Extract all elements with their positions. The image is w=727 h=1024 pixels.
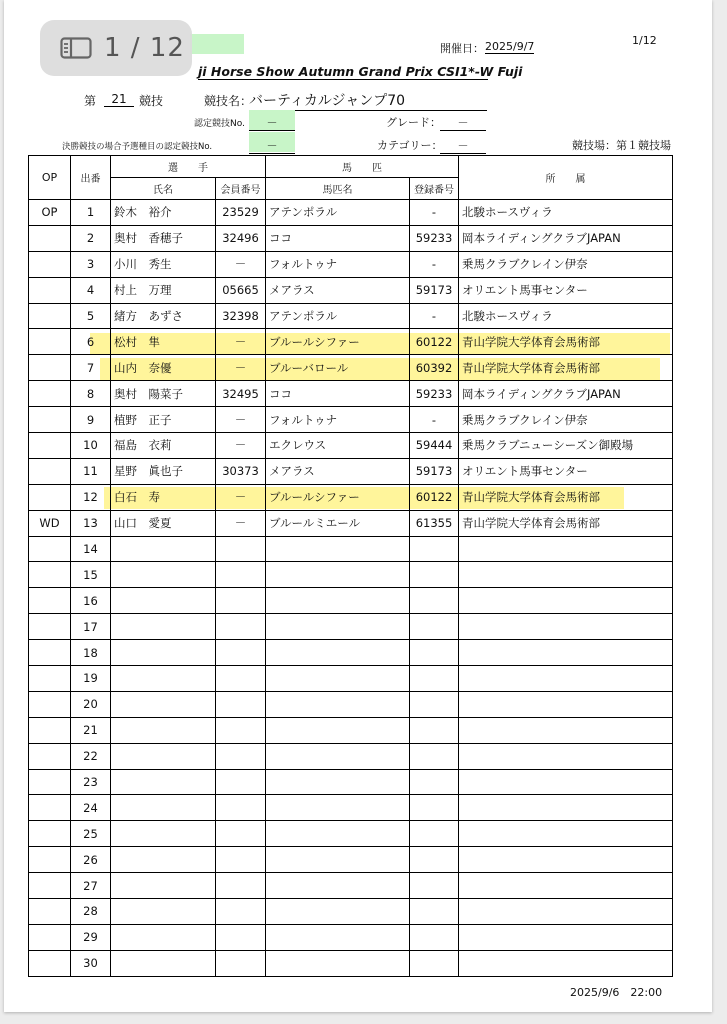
cell-order: 9 [71,407,111,433]
cell-op [29,251,71,277]
table-row [29,484,673,510]
cell-member-no: 05665 [216,277,266,303]
cell-affiliation [459,691,673,717]
col-horse-header: 馬匹名 [266,178,410,200]
col-affiliation-header: 所 属 [459,156,673,200]
cell-reg-no: 60122 [410,484,459,510]
cell-order: 27 [71,873,111,899]
cell-member-no: － [216,510,266,536]
cell-order: 4 [71,277,111,303]
cell-rider-name: 鈴木 裕介 [111,200,216,226]
cell-reg-no: 59444 [410,433,459,459]
cell-reg-no [410,666,459,692]
cell-reg-no [410,717,459,743]
cell-order: 14 [71,536,111,562]
cell-op [29,950,71,976]
cell-order: 13 [71,510,111,536]
cell-member-no [216,562,266,588]
cell-order: 26 [71,847,111,873]
cell-rider-name [111,588,216,614]
cell-reg-no [410,614,459,640]
cell-horse-name [266,899,410,925]
cell-reg-no [410,588,459,614]
cell-op: WD [29,510,71,536]
cell-horse-name [266,743,410,769]
cell-op [29,640,71,666]
cell-reg-no [410,795,459,821]
sidebar-toggle-icon[interactable] [60,37,92,59]
cell-horse-name: メアラス [266,277,410,303]
cell-rider-name: 星野 眞也子 [111,458,216,484]
cell-rider-name: 奥村 陽菜子 [111,381,216,407]
cell-horse-name: アテンポラル [266,303,410,329]
cell-reg-no: 59233 [410,381,459,407]
cell-affiliation: 北駿ホースヴィラ [459,303,673,329]
event-name: ji Horse Show Autumn Grand Prix CSI1*-W Fuji [198,64,523,79]
date-value: 2025/9/7 [485,40,535,53]
cell-reg-no: 59233 [410,225,459,251]
cell-rider-name: 村上 万理 [111,277,216,303]
cell-order: 5 [71,303,111,329]
cell-op [29,899,71,925]
horse-group-header: 馬 匹 [266,156,459,178]
cell-reg-no: - [410,407,459,433]
certified-no-value: － [249,114,295,131]
cell-order: 2 [71,225,111,251]
cell-horse-name [266,536,410,562]
cell-rider-name [111,847,216,873]
cell-horse-name: アテンポラル [266,200,410,226]
table-row [29,407,673,433]
cell-reg-no: - [410,303,459,329]
cell-order: 7 [71,355,111,381]
cell-rider-name [111,640,216,666]
cell-horse-name: メアラス [266,458,410,484]
cell-horse-name: ブルールミエール [266,510,410,536]
cell-horse-name: ココ [266,225,410,251]
cell-affiliation: 北駿ホースヴィラ [459,200,673,226]
cell-reg-no [410,640,459,666]
cell-affiliation: 乗馬クラブクレイン伊奈 [459,407,673,433]
page-indicator-label: 1 / 12 [104,33,185,63]
cell-member-no [216,795,266,821]
document-page [4,0,712,1012]
cell-rider-name [111,743,216,769]
cell-rider-name [111,536,216,562]
cell-reg-no: 60392 [410,355,459,381]
start-list-table [28,155,673,977]
cell-op [29,407,71,433]
table-row-empty [29,899,673,925]
cell-member-no: 23529 [216,200,266,226]
cell-reg-no: - [410,200,459,226]
cell-horse-name [266,640,410,666]
cell-rider-name: 緒方 あずさ [111,303,216,329]
cell-order: 21 [71,717,111,743]
date-label: 開催日： [440,42,484,55]
cell-reg-no [410,950,459,976]
cell-rider-name [111,562,216,588]
cell-rider-name: 松村 隼 [111,329,216,355]
cell-op [29,225,71,251]
cell-member-no [216,717,266,743]
grade-label: グレード： [386,116,441,129]
cell-order: 3 [71,251,111,277]
table-row-empty [29,769,673,795]
cell-member-no: － [216,251,266,277]
table-row [29,225,673,251]
cell-reg-no: 59173 [410,458,459,484]
table-row-empty [29,588,673,614]
cell-horse-name [266,691,410,717]
cell-member-no [216,769,266,795]
cell-reg-no [410,691,459,717]
cell-rider-name: 山口 愛夏 [111,510,216,536]
cell-op [29,873,71,899]
cell-rider-name: 植野 正子 [111,407,216,433]
page-number: 1/12 [632,34,657,47]
cell-member-no: 32496 [216,225,266,251]
cell-member-no: － [216,433,266,459]
cell-reg-no: 61355 [410,510,459,536]
cell-horse-name [266,717,410,743]
cell-order: 25 [71,821,111,847]
cell-op: OP [29,200,71,226]
cell-member-no [216,899,266,925]
cell-order: 6 [71,329,111,355]
competition-prefix: 第 [84,94,97,108]
cell-member-no [216,821,266,847]
cell-member-no: 32495 [216,381,266,407]
cell-op [29,847,71,873]
cell-member-no [216,873,266,899]
cell-affiliation: 岡本ライディングクラブJAPAN [459,225,673,251]
cell-reg-no [410,873,459,899]
col-name-header: 氏名 [111,178,216,200]
cell-member-no: － [216,329,266,355]
cell-horse-name [266,614,410,640]
cell-affiliation [459,873,673,899]
cell-affiliation [459,924,673,950]
cell-rider-name: 山内 奈優 [111,355,216,381]
cell-affiliation [459,950,673,976]
cell-affiliation [459,795,673,821]
cell-order: 28 [71,899,111,925]
cell-member-no [216,691,266,717]
cell-affiliation: 青山学院大学体育会馬術部 [459,355,673,381]
cell-affiliation [459,588,673,614]
table-row [29,251,673,277]
cell-member-no: 30373 [216,458,266,484]
cell-reg-no: - [410,251,459,277]
cell-horse-name: ブルールシファー [266,484,410,510]
cell-rider-name [111,795,216,821]
cell-rider-name [111,950,216,976]
col-order-header: 出番 [71,156,111,200]
cell-reg-no [410,924,459,950]
print-timestamp: 2025/9/6 22:00 [570,986,663,999]
cell-rider-name [111,691,216,717]
cell-affiliation: 乗馬クラブクレイン伊奈 [459,251,673,277]
cell-horse-name [266,924,410,950]
cell-op [29,381,71,407]
cell-rider-name: 小川 秀生 [111,251,216,277]
cell-horse-name [266,588,410,614]
cell-horse-name [266,769,410,795]
cell-affiliation [459,899,673,925]
category-value: － [440,137,486,154]
cell-affiliation: 青山学院大学体育会馬術部 [459,510,673,536]
cell-order: 17 [71,614,111,640]
cell-op [29,329,71,355]
cell-affiliation: オリエント馬事センター [459,277,673,303]
cell-horse-name: フォルトゥナ [266,407,410,433]
cell-reg-no [410,743,459,769]
cell-op [29,562,71,588]
cell-op [29,821,71,847]
cell-op [29,277,71,303]
table-row-empty [29,562,673,588]
cell-order: 24 [71,795,111,821]
table-row [29,510,673,536]
cell-horse-name: フォルトゥナ [266,251,410,277]
table-row [29,329,673,355]
table-row-empty [29,614,673,640]
cell-affiliation [459,743,673,769]
cell-reg-no [410,536,459,562]
table-row-empty [29,873,673,899]
header-green-box [190,34,244,54]
cell-member-no [216,924,266,950]
cell-op [29,536,71,562]
cell-reg-no [410,899,459,925]
cell-rider-name [111,924,216,950]
cell-order: 22 [71,743,111,769]
cell-order: 29 [71,924,111,950]
table-row-empty [29,666,673,692]
cell-horse-name [266,873,410,899]
cell-reg-no: 60122 [410,329,459,355]
cell-op [29,743,71,769]
cell-member-no [216,588,266,614]
rider-group-header: 選 手 [111,156,266,178]
table-row-empty [29,821,673,847]
cell-order: 18 [71,640,111,666]
cell-member-no [216,666,266,692]
cell-reg-no [410,562,459,588]
cell-order: 19 [71,666,111,692]
table-row-empty [29,795,673,821]
cell-rider-name [111,666,216,692]
cell-reg-no [410,821,459,847]
table-row [29,355,673,381]
cell-member-no: 32398 [216,303,266,329]
cell-rider-name: 福島 衣莉 [111,433,216,459]
grade-value: － [440,114,486,131]
cell-horse-name [266,795,410,821]
table-row [29,200,673,226]
competition-number: 21 [104,92,134,107]
cell-horse-name: ブルールシファー [266,329,410,355]
cell-op [29,769,71,795]
cell-horse-name: ブルーバロール [266,355,410,381]
cell-op [29,924,71,950]
cell-horse-name [266,562,410,588]
cell-reg-no: 59173 [410,277,459,303]
cell-affiliation: 乗馬クラブニューシーズン御殿場 [459,433,673,459]
cell-rider-name [111,614,216,640]
cell-horse-name [266,821,410,847]
cell-op [29,691,71,717]
cell-horse-name [266,666,410,692]
competition-name: バーティカルジャンプ70 [249,90,487,111]
cell-order: 15 [71,562,111,588]
cell-rider-name [111,873,216,899]
table-row-empty [29,536,673,562]
cell-affiliation [459,847,673,873]
cell-op [29,588,71,614]
cell-rider-name [111,821,216,847]
certified-no-label: 認定競技No. [194,119,245,129]
cell-order: 11 [71,458,111,484]
cell-member-no [216,950,266,976]
cell-order: 12 [71,484,111,510]
table-row-empty [29,717,673,743]
cell-op [29,614,71,640]
col-reg-header: 登録番号 [410,178,459,200]
competition-name-label: 競技名： [204,94,253,108]
table-row-empty [29,950,673,976]
final-value: － [249,137,295,154]
cell-member-no [216,847,266,873]
cell-reg-no [410,769,459,795]
cell-member-no: － [216,484,266,510]
cell-affiliation: オリエント馬事センター [459,458,673,484]
cell-member-no [216,640,266,666]
cell-member-no: － [216,355,266,381]
cell-op [29,458,71,484]
page-indicator[interactable] [40,20,192,76]
cell-order: 20 [71,691,111,717]
cell-affiliation [459,717,673,743]
cell-op [29,484,71,510]
table-row [29,277,673,303]
cell-order: 23 [71,769,111,795]
cell-op [29,795,71,821]
table-row [29,303,673,329]
cell-member-no: － [216,407,266,433]
table-row [29,381,673,407]
cell-order: 8 [71,381,111,407]
table-row-empty [29,847,673,873]
cell-member-no [216,743,266,769]
cell-horse-name: ココ [266,381,410,407]
cell-op [29,717,71,743]
table-row-empty [29,640,673,666]
final-label: 決勝競技の場合予選種目の認定競技No. [62,142,213,152]
cell-rider-name [111,717,216,743]
cell-affiliation [459,769,673,795]
cell-affiliation [459,640,673,666]
cell-affiliation: 青山学院大学体育会馬術部 [459,484,673,510]
cell-horse-name [266,950,410,976]
cell-affiliation [459,536,673,562]
cell-order: 10 [71,433,111,459]
cell-member-no [216,614,266,640]
col-op-header: OP [29,156,71,200]
cell-horse-name: エクレウス [266,433,410,459]
cell-horse-name [266,847,410,873]
cell-affiliation [459,666,673,692]
cell-op [29,303,71,329]
table-row [29,433,673,459]
cell-rider-name: 奥村 香穂子 [111,225,216,251]
arena-label: 競技場：第１競技場 [572,139,671,152]
table-row-empty [29,924,673,950]
cell-op [29,433,71,459]
cell-rider-name [111,899,216,925]
cell-order: 16 [71,588,111,614]
col-member-header: 会員番号 [216,178,266,200]
cell-affiliation [459,562,673,588]
cell-rider-name [111,769,216,795]
cell-order: 1 [71,200,111,226]
cell-op [29,355,71,381]
table-row [29,458,673,484]
table-row-empty [29,691,673,717]
cell-affiliation [459,821,673,847]
cell-op [29,666,71,692]
cell-affiliation: 青山学院大学体育会馬術部 [459,329,673,355]
cell-member-no [216,536,266,562]
cell-affiliation: 岡本ライディングクラブJAPAN [459,381,673,407]
cell-affiliation [459,614,673,640]
table-row-empty [29,743,673,769]
cell-rider-name: 白石 寿 [111,484,216,510]
cell-order: 30 [71,950,111,976]
cell-reg-no [410,847,459,873]
category-label: カテゴリー： [377,139,443,152]
competition-suffix: 競技 [139,94,164,108]
